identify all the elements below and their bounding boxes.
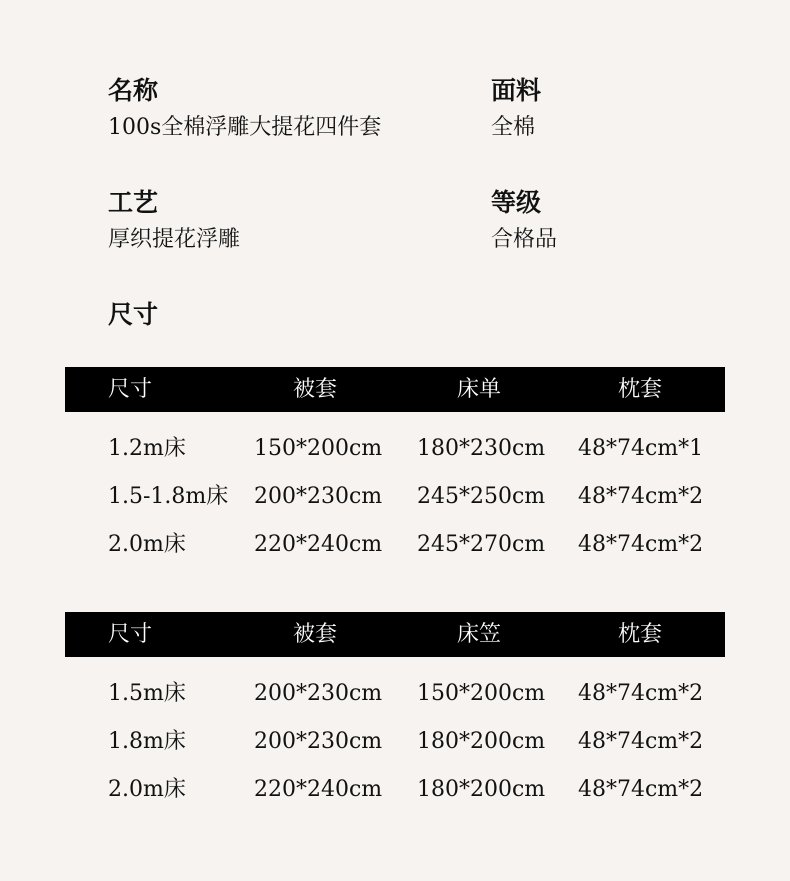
table-row [65,473,725,521]
cell-size: 1.8m床 [108,729,186,754]
spec-craft-value: 厚织提花浮雕 [108,227,241,252]
cell-fitted-sheet: 180*200cm [417,729,546,754]
cell-pillowcase: 48*74cm*2 [578,484,704,509]
cell-fitted-sheet: 180*200cm [417,777,546,802]
cell-duvet-cover: 220*240cm [254,532,383,557]
table-row [65,718,725,766]
spec-craft [108,188,240,253]
header-cell-pillowcase: 枕套 [617,622,662,647]
header-cell-duvet-cover: 被套 [292,377,337,402]
spec-fabric-value: 全棉 [491,115,536,140]
table-row [65,425,725,473]
table-body [65,657,725,814]
cell-pillowcase: 48*74cm*2 [578,681,704,706]
size-table-sheet [65,367,725,569]
cell-pillowcase: 48*74cm*1 [578,436,704,461]
spec-grade-label: 等级 [491,188,542,217]
cell-pillowcase: 48*74cm*2 [578,532,704,557]
cell-bed-sheet: 245*270cm [417,532,546,557]
size-table-fitted [65,612,725,814]
table-row [65,670,725,718]
table-header [65,612,725,657]
table-row [65,521,725,569]
cell-size: 1.5-1.8m床 [108,484,229,509]
cell-size: 2.0m床 [108,777,186,802]
cell-bed-sheet: 180*230cm [417,436,546,461]
cell-size: 1.5m床 [108,681,186,706]
cell-duvet-cover: 200*230cm [254,729,383,754]
cell-pillowcase: 48*74cm*2 [578,729,704,754]
cell-size: 2.0m床 [108,532,186,557]
cell-duvet-cover: 200*230cm [254,484,383,509]
header-cell-duvet-cover: 被套 [292,622,337,647]
header-cell-pillowcase: 枕套 [617,377,662,402]
spec-name [108,76,381,141]
header-cell-fitted-sheet: 床笠 [456,622,501,647]
spec-grade-value: 合格品 [491,227,558,252]
header-cell-size: 尺寸 [108,622,153,647]
table-row [65,766,725,814]
cell-pillowcase: 48*74cm*2 [578,777,704,802]
table-body [65,412,725,569]
spec-name-value: 100s全棉浮雕大提花四件套 [108,115,382,140]
header-cell-bed-sheet: 床单 [456,377,501,402]
size-section-title: 尺寸 [108,300,159,329]
table-header [65,367,725,412]
cell-duvet-cover: 220*240cm [254,777,383,802]
cell-size: 1.2m床 [108,436,186,461]
cell-fitted-sheet: 150*200cm [417,681,546,706]
spec-fabric-label: 面料 [491,76,542,105]
header-cell-size: 尺寸 [108,377,153,402]
cell-duvet-cover: 200*230cm [254,681,383,706]
cell-duvet-cover: 150*200cm [254,436,383,461]
spec-craft-label: 工艺 [108,188,159,217]
cell-bed-sheet: 245*250cm [417,484,546,509]
spec-fabric [491,76,541,141]
spec-name-label: 名称 [108,76,159,105]
spec-grade [491,188,557,253]
